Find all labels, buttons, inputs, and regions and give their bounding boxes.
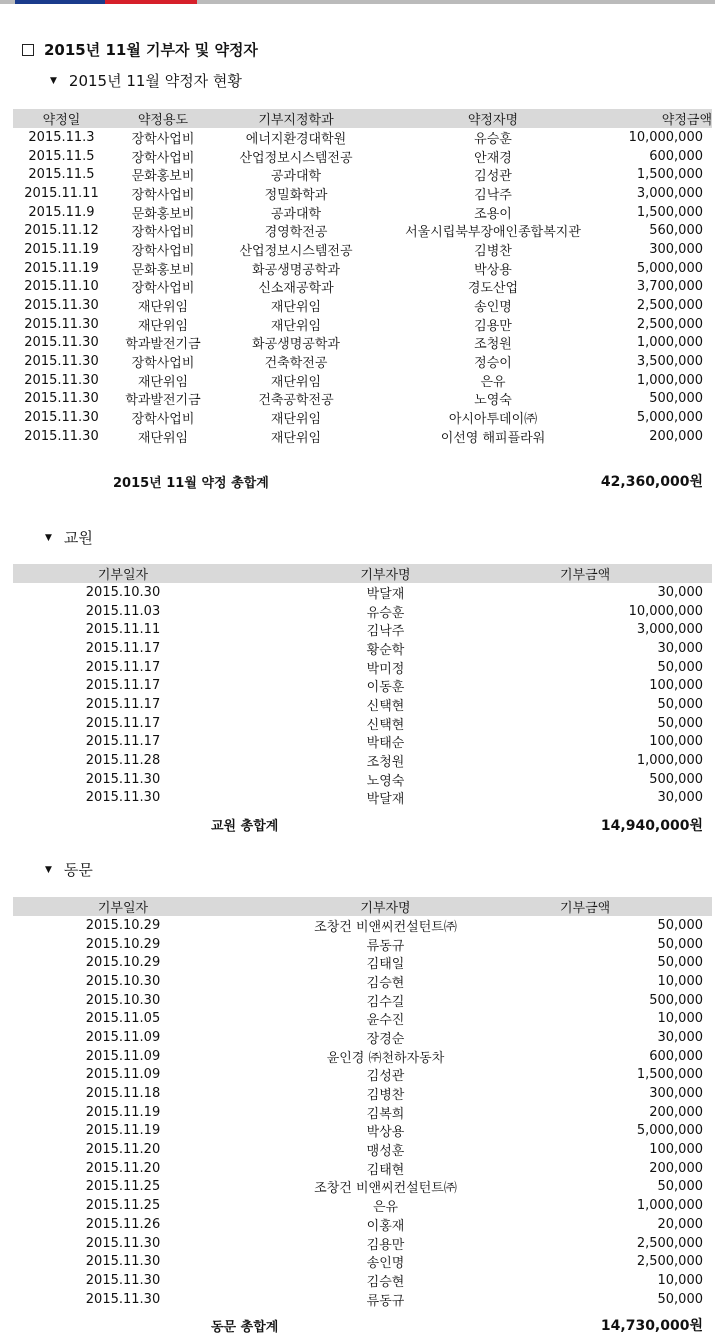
table-row — [13, 695, 712, 714]
table-cell: 2015.11.30 — [85, 771, 161, 787]
alumni-table-body — [13, 916, 712, 1308]
table-cell: 50,000 — [657, 1179, 703, 1195]
table-cell: 50,000 — [657, 715, 703, 731]
table-row — [13, 1084, 712, 1103]
table-cell: 에너지환경대학원 — [245, 131, 347, 147]
table-cell: 조창건 비앤씨컨설턴트㈜ — [314, 919, 457, 935]
table-row — [13, 259, 712, 278]
table-row — [13, 427, 712, 446]
table-row — [13, 953, 712, 972]
table-cell: 2015.10.30 — [85, 973, 161, 989]
table-cell: 박달재 — [366, 792, 405, 808]
table-cell: 문화홍보비 — [131, 206, 195, 222]
alumni-total-value: 14,730,000원 — [600, 1318, 703, 1334]
table-cell: 1,500,000 — [636, 204, 703, 220]
table-cell: 재단위임 — [270, 300, 322, 316]
table-cell: 김성관 — [366, 1069, 405, 1085]
table-cell: 유승훈 — [366, 605, 405, 621]
table-cell: 1,500,000 — [636, 167, 703, 183]
table-cell: 경영학전공 — [264, 225, 328, 241]
table-cell: 10,000,000 — [628, 129, 703, 145]
table-cell: 윤인경 ㈜천하자동차 — [326, 1050, 445, 1066]
table-cell: 10,000 — [657, 1272, 703, 1288]
table-row — [13, 334, 712, 353]
table-cell: 공과대학 — [270, 206, 322, 222]
pledge-table-header — [13, 109, 712, 128]
table-cell: 김낙주 — [474, 187, 512, 203]
table-cell: 560,000 — [649, 223, 703, 239]
table-row — [13, 184, 712, 203]
table-cell: 200,000 — [649, 1104, 703, 1120]
table-cell: 조용이 — [474, 206, 512, 222]
table-row — [13, 770, 712, 789]
table-cell: 맹성훈 — [366, 1144, 405, 1160]
table-row — [13, 1290, 712, 1309]
table-cell: 이동훈 — [366, 680, 405, 696]
table-cell: 김태현 — [366, 1162, 405, 1178]
table-cell: 2015.11.30 — [24, 391, 99, 407]
table-cell: 2015.11.30 — [24, 316, 99, 332]
table-cell: 3,000,000 — [636, 185, 703, 201]
table-row — [13, 1028, 712, 1047]
accent-red — [105, 0, 197, 4]
table-cell: 10,000,000 — [628, 603, 703, 619]
faculty-total-label: 교원 총합계 — [211, 819, 279, 834]
table-row — [13, 789, 712, 808]
pledge-table-body — [13, 128, 712, 446]
table-cell: 500,000 — [649, 771, 703, 787]
alumni-table — [13, 897, 712, 1308]
bullet-icon: ▼ — [45, 864, 52, 875]
table-cell: 재단위임 — [270, 430, 322, 446]
table-cell: 장학사업비 — [131, 131, 195, 147]
table-cell: 김병찬 — [474, 243, 512, 259]
table-row — [13, 296, 712, 315]
table-row — [13, 203, 712, 222]
table-cell: 화공생명공학과 — [252, 262, 340, 278]
table-cell: 화공생명공학과 — [252, 337, 340, 353]
table-cell: 김용만 — [366, 1237, 405, 1253]
table-cell: 2015.11.20 — [85, 1160, 161, 1176]
table-cell: 50,000 — [657, 917, 703, 933]
faculty-total-value: 14,940,000원 — [600, 818, 703, 834]
table-cell: 장학사업비 — [131, 187, 195, 203]
table-row — [13, 165, 712, 184]
table-cell: 1,000,000 — [636, 1198, 703, 1214]
table-cell: 재단위임 — [137, 374, 189, 390]
faculty-table — [13, 564, 712, 807]
table-cell: 김용만 — [474, 318, 512, 334]
table-cell: 학과발전기금 — [125, 337, 201, 353]
table-cell: 김낙주 — [366, 624, 405, 640]
col-header: 약정용도 — [137, 113, 189, 128]
table-cell: 유승훈 — [474, 131, 512, 147]
table-cell: 2015.11.10 — [24, 279, 99, 295]
table-cell: 2015.11.30 — [85, 1272, 161, 1288]
table-cell: 50,000 — [657, 936, 703, 952]
table-row — [13, 916, 712, 935]
table-cell: 송인명 — [366, 1256, 405, 1272]
table-cell: 30,000 — [657, 640, 703, 656]
bullet-icon: ▼ — [50, 75, 57, 86]
table-cell: 100,000 — [649, 1142, 703, 1158]
alumni-heading-text: 동문 — [63, 861, 93, 879]
table-cell: 2015.11.19 — [24, 260, 99, 276]
table-row — [13, 1234, 712, 1253]
table-cell: 2015.11.17 — [85, 734, 161, 750]
table-cell: 김승현 — [366, 1274, 405, 1290]
alumni-table-header — [13, 897, 712, 916]
table-cell: 2,500,000 — [636, 298, 703, 314]
table-cell: 500,000 — [649, 391, 703, 407]
table-cell: 2015.11.05 — [85, 1011, 161, 1027]
table-cell: 2015.11.19 — [24, 241, 99, 257]
table-cell: 장학사업비 — [131, 150, 195, 166]
table-cell: 신소재공학과 — [258, 281, 334, 297]
table-cell: 김성관 — [474, 169, 512, 185]
table-row — [13, 658, 712, 677]
table-cell: 100,000 — [649, 678, 703, 694]
table-cell: 200,000 — [649, 1160, 703, 1176]
table-cell: 황순학 — [366, 642, 405, 658]
table-cell: 3,000,000 — [636, 622, 703, 638]
table-cell: 장학사업비 — [131, 412, 195, 428]
faculty-heading-text: 교원 — [63, 529, 93, 547]
table-cell: 정밀화학과 — [264, 187, 328, 203]
table-row — [13, 1103, 712, 1122]
table-cell: 50,000 — [657, 1291, 703, 1307]
table-row — [13, 128, 712, 147]
table-cell: 2015.11.09 — [85, 1048, 161, 1064]
table-cell: 2015.11.26 — [85, 1216, 161, 1232]
table-cell: 2015.11.20 — [85, 1142, 161, 1158]
table-cell: 2015.10.29 — [85, 936, 161, 952]
table-cell: 2015.11.30 — [85, 1254, 161, 1270]
table-cell: 윤수진 — [366, 1013, 405, 1029]
table-cell: 재단위임 — [270, 374, 322, 390]
table-cell: 10,000 — [657, 1011, 703, 1027]
table-cell: 100,000 — [649, 734, 703, 750]
table-cell: 300,000 — [649, 241, 703, 257]
table-row — [13, 408, 712, 427]
table-cell: 2015.11.30 — [24, 410, 99, 426]
table-cell: 박상용 — [474, 262, 512, 278]
table-cell: 2015.11.11 — [85, 622, 161, 638]
table-cell: 재단위임 — [137, 300, 189, 316]
table-cell: 2015.11.5 — [28, 167, 95, 183]
table-cell: 문화홍보비 — [131, 262, 195, 278]
table-cell: 2015.11.30 — [24, 354, 99, 370]
table-cell: 3,700,000 — [636, 279, 703, 295]
table-cell: 신택현 — [366, 698, 405, 714]
col-header: 약정자명 — [467, 113, 519, 128]
table-cell: 2015.11.19 — [85, 1123, 161, 1139]
table-cell: 2015.11.30 — [24, 298, 99, 314]
table-row — [13, 1252, 712, 1271]
table-cell: 30,000 — [657, 1029, 703, 1045]
table-cell: 학과발전기금 — [125, 393, 201, 409]
table-cell: 류동규 — [366, 938, 405, 954]
table-cell: 50,000 — [657, 696, 703, 712]
table-cell: 장학사업비 — [131, 243, 195, 259]
table-cell: 건축학전공 — [264, 356, 328, 372]
table-row — [13, 1159, 712, 1178]
faculty-heading — [45, 527, 93, 548]
table-cell: 2015.11.18 — [85, 1086, 161, 1102]
faculty-table-body — [13, 583, 712, 807]
pledge-table — [13, 109, 712, 446]
table-cell: 문화홍보비 — [131, 169, 195, 185]
table-cell: 2015.11.17 — [85, 659, 161, 675]
table-cell: 2,500,000 — [636, 316, 703, 332]
table-cell: 2015.11.30 — [85, 1291, 161, 1307]
table-cell: 박미정 — [366, 661, 405, 677]
table-cell: 50,000 — [657, 659, 703, 675]
table-row — [13, 147, 712, 166]
table-cell: 2015.11.12 — [24, 223, 99, 239]
table-cell: 2015.11.09 — [85, 1029, 161, 1045]
table-cell: 600,000 — [649, 148, 703, 164]
table-cell: 산업정보시스템전공 — [239, 150, 353, 166]
table-cell: 2,500,000 — [636, 1254, 703, 1270]
table-cell: 박태순 — [366, 736, 405, 752]
table-cell: 2015.10.30 — [85, 584, 161, 600]
page-title — [22, 39, 258, 60]
col-header: 기부자명 — [360, 568, 411, 583]
table-row — [13, 278, 712, 297]
table-cell: 1,000,000 — [636, 753, 703, 769]
table-row — [13, 221, 712, 240]
table-cell: 김복희 — [366, 1106, 405, 1122]
table-cell: 재단위임 — [137, 430, 189, 446]
table-cell: 2015.10.29 — [85, 955, 161, 971]
table-cell: 장학사업비 — [131, 281, 195, 297]
table-cell: 은유 — [372, 1200, 399, 1216]
table-cell: 경도산업 — [467, 281, 519, 297]
table-row — [13, 390, 712, 409]
pledge-total-label: 2015년 11월 약정 총합계 — [113, 476, 269, 491]
table-cell: 아시아투데이㈜ — [448, 412, 538, 428]
table-row — [13, 620, 712, 639]
table-cell: 10,000 — [657, 973, 703, 989]
table-cell: 박상용 — [366, 1125, 405, 1141]
table-cell: 2015.11.03 — [85, 603, 161, 619]
alumni-total-label: 동문 총합계 — [211, 1320, 279, 1335]
table-row — [13, 935, 712, 954]
table-cell: 조청원 — [474, 337, 512, 353]
table-row — [13, 639, 712, 658]
accent-blue — [15, 0, 105, 4]
table-cell: 은유 — [480, 374, 506, 390]
table-row — [13, 1140, 712, 1159]
table-row — [13, 583, 712, 602]
table-cell: 2015.11.17 — [85, 715, 161, 731]
table-row — [13, 1122, 712, 1141]
table-cell: 재단위임 — [137, 318, 189, 334]
col-header: 기부금액 — [560, 901, 611, 916]
table-cell: 송인명 — [474, 300, 512, 316]
table-row — [13, 315, 712, 334]
table-cell: 30,000 — [657, 584, 703, 600]
pledge-total-value: 42,360,000원 — [600, 474, 703, 490]
table-cell: 2015.11.25 — [85, 1179, 161, 1195]
col-header: 약정일 — [42, 113, 81, 128]
table-cell: 정승이 — [474, 356, 512, 372]
table-cell: 200,000 — [649, 428, 703, 444]
table-row — [13, 972, 712, 991]
square-bullet-icon — [22, 44, 34, 56]
table-cell: 신택현 — [366, 717, 405, 733]
table-cell: 2015.11.17 — [85, 696, 161, 712]
table-row — [13, 676, 712, 695]
pledge-heading-text: 2015년 11월 약정자 현황 — [68, 72, 242, 90]
table-cell: 2015.11.9 — [28, 204, 95, 220]
table-cell: 서울시립북부장애인종합복지관 — [405, 225, 581, 241]
table-cell: 장학사업비 — [131, 225, 195, 241]
alumni-heading — [45, 859, 93, 880]
faculty-table-header — [13, 564, 712, 583]
pledge-heading — [50, 70, 242, 91]
table-cell: 2015.11.30 — [24, 335, 99, 351]
col-header: 기부일자 — [97, 901, 149, 916]
table-cell: 건축공학전공 — [258, 393, 334, 409]
table-cell: 5,000,000 — [636, 260, 703, 276]
table-row — [13, 1178, 712, 1197]
table-cell: 2015.11.17 — [85, 678, 161, 694]
table-cell: 박달재 — [366, 586, 405, 602]
table-cell: 2,500,000 — [636, 1235, 703, 1251]
table-cell: 2015.11.30 — [24, 428, 99, 444]
table-cell: 600,000 — [649, 1048, 703, 1064]
table-cell: 김수길 — [366, 994, 405, 1010]
page-title-text: 2015년 11월 기부자 및 약정자 — [44, 41, 258, 59]
col-header: 기부일자 — [97, 568, 149, 583]
table-cell: 재단위임 — [270, 318, 322, 334]
table-cell: 2015.11.28 — [85, 753, 161, 769]
table-cell: 이홍재 — [366, 1218, 405, 1234]
table-row — [13, 991, 712, 1010]
table-cell: 조청원 — [366, 755, 405, 771]
table-row — [13, 371, 712, 390]
table-cell: 2015.11.09 — [85, 1067, 161, 1083]
table-cell: 20,000 — [657, 1216, 703, 1232]
table-cell: 2015.11.25 — [85, 1198, 161, 1214]
table-cell: 2015.10.30 — [85, 992, 161, 1008]
table-row — [13, 1066, 712, 1085]
table-cell: 장경순 — [366, 1031, 405, 1047]
table-cell: 2015.10.29 — [85, 917, 161, 933]
table-cell: 공과대학 — [270, 169, 322, 185]
table-cell: 1,000,000 — [636, 372, 703, 388]
table-cell: 2015.11.30 — [24, 372, 99, 388]
table-cell: 5,000,000 — [636, 1123, 703, 1139]
table-row — [13, 733, 712, 752]
table-cell: 산업정보시스템전공 — [239, 243, 353, 259]
table-row — [13, 751, 712, 770]
table-cell: 김승현 — [366, 975, 405, 991]
table-cell: 김태일 — [366, 957, 405, 973]
table-cell: 2015.11.19 — [85, 1104, 161, 1120]
table-cell: 300,000 — [649, 1086, 703, 1102]
table-cell: 류동규 — [366, 1293, 405, 1309]
table-cell: 500,000 — [649, 992, 703, 1008]
table-cell: 2015.11.5 — [28, 148, 95, 164]
table-cell: 조창건 비앤씨컨설턴트㈜ — [314, 1181, 457, 1197]
bullet-icon: ▼ — [45, 532, 52, 543]
table-cell: 2015.11.30 — [85, 790, 161, 806]
table-cell: 1,000,000 — [636, 335, 703, 351]
table-cell: 50,000 — [657, 955, 703, 971]
table-row — [13, 1047, 712, 1066]
top-accent-bar — [0, 0, 715, 4]
table-cell: 이선영 해피플라워 — [440, 430, 546, 446]
col-header: 약정금액 — [661, 113, 712, 128]
col-header: 기부지정학과 — [258, 113, 334, 128]
table-row — [13, 1196, 712, 1215]
table-row — [13, 352, 712, 371]
table-cell: 2015.11.11 — [24, 185, 99, 201]
table-cell: 2015.11.17 — [85, 640, 161, 656]
table-cell: 5,000,000 — [636, 410, 703, 426]
table-cell: 2015.11.3 — [28, 129, 95, 145]
table-cell: 3,500,000 — [636, 354, 703, 370]
table-row — [13, 714, 712, 733]
col-header: 기부금액 — [560, 568, 611, 583]
table-row — [13, 1271, 712, 1290]
table-row — [13, 602, 712, 621]
table-cell: 2015.11.30 — [85, 1235, 161, 1251]
table-cell: 안재경 — [474, 150, 512, 166]
table-cell: 1,500,000 — [636, 1067, 703, 1083]
table-row — [13, 240, 712, 259]
table-row — [13, 1215, 712, 1234]
table-cell: 30,000 — [657, 790, 703, 806]
table-cell: 노영숙 — [366, 773, 405, 789]
table-cell: 김병찬 — [366, 1088, 405, 1104]
table-cell: 장학사업비 — [131, 356, 195, 372]
col-header: 기부자명 — [360, 901, 411, 916]
table-cell: 재단위임 — [270, 412, 322, 428]
table-row — [13, 1009, 712, 1028]
table-cell: 노영숙 — [474, 393, 512, 409]
